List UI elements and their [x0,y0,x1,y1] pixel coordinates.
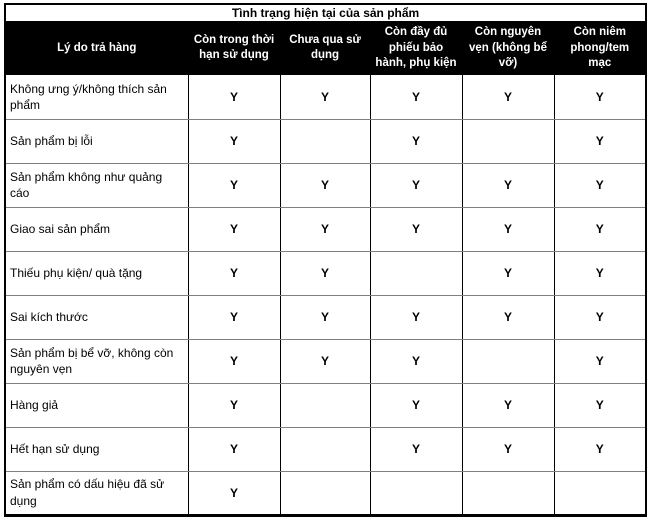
cell-mark: Y [188,427,280,471]
cell-mark: Y [188,163,280,207]
cell-mark: Y [462,383,554,427]
cell-mark [370,251,462,295]
cell-mark [370,471,462,515]
cell-mark [280,427,370,471]
cell-mark: Y [280,339,370,383]
cell-mark: Y [280,251,370,295]
table-row [5,75,646,119]
cell-mark: Y [554,339,646,383]
cell-mark: Y [280,163,370,207]
cell-mark: Y [370,163,462,207]
table-row [5,427,646,471]
cell-mark: Y [554,383,646,427]
cell-mark [462,339,554,383]
row-label: Sản phẩm không như quảng cáo [5,163,188,207]
cell-mark: Y [280,207,370,251]
cell-mark [280,383,370,427]
column-header-reason: Lý do trả hàng [5,21,188,75]
table-row [5,295,646,339]
cell-mark: Y [370,207,462,251]
cell-mark: Y [462,207,554,251]
column-header-shelf-life: Còn trong thời hạn sử dụng [188,21,280,75]
cell-mark [462,119,554,163]
table-row [5,119,646,163]
row-label: Hàng giả [5,383,188,427]
cell-mark: Y [370,119,462,163]
table-title-row [5,4,646,21]
row-label: Giao sai sản phẩm [5,207,188,251]
column-header-sealed: Còn niêm phong/tem mạc [554,21,646,75]
return-conditions-table-page [4,3,645,517]
column-header-warranty-accessories: Còn đầy đủ phiếu bảo hành, phụ kiện [370,21,462,75]
cell-mark: Y [462,295,554,339]
cell-mark: Y [280,75,370,119]
cell-mark [280,119,370,163]
cell-mark: Y [462,427,554,471]
cell-mark: Y [188,119,280,163]
return-conditions-table [4,3,647,517]
cell-mark: Y [188,251,280,295]
row-label: Sai kích thước [5,295,188,339]
cell-mark: Y [554,163,646,207]
column-header-unused: Chưa qua sử dụng [280,21,370,75]
table-row [5,471,646,515]
row-label: Không ưng ý/không thích sản phẩm [5,75,188,119]
row-label: Sản phẩm bị bể vỡ, không còn nguyên vẹn [5,339,188,383]
cell-mark [280,471,370,515]
table-row [5,251,646,295]
cell-mark: Y [370,427,462,471]
cell-mark [554,471,646,515]
table-row [5,383,646,427]
table-title: Tình trạng hiện tại của sản phẩm [5,4,646,21]
cell-mark: Y [370,75,462,119]
cell-mark: Y [188,471,280,515]
cell-mark: Y [462,163,554,207]
cell-mark: Y [554,75,646,119]
row-label: Sản phẩm có dấu hiệu đã sử dụng [5,471,188,515]
table-row [5,163,646,207]
row-label: Thiếu phụ kiện/ quà tặng [5,251,188,295]
cell-mark: Y [554,251,646,295]
cell-mark: Y [462,251,554,295]
cell-mark [462,471,554,515]
cell-mark: Y [188,75,280,119]
table-row [5,207,646,251]
cell-mark: Y [462,75,554,119]
cell-mark: Y [554,207,646,251]
cell-mark: Y [554,295,646,339]
cell-mark: Y [370,295,462,339]
cell-mark: Y [188,383,280,427]
cell-mark: Y [554,427,646,471]
row-label: Hết hạn sử dụng [5,427,188,471]
cell-mark: Y [280,295,370,339]
cell-mark: Y [554,119,646,163]
cell-mark: Y [370,383,462,427]
cell-mark: Y [188,295,280,339]
cell-mark: Y [370,339,462,383]
table-header-row [5,21,646,75]
column-header-intact: Còn nguyên vẹn (không bể vỡ) [462,21,554,75]
cell-mark: Y [188,207,280,251]
cell-mark: Y [188,339,280,383]
row-label: Sản phẩm bị lỗi [5,119,188,163]
table-row [5,339,646,383]
